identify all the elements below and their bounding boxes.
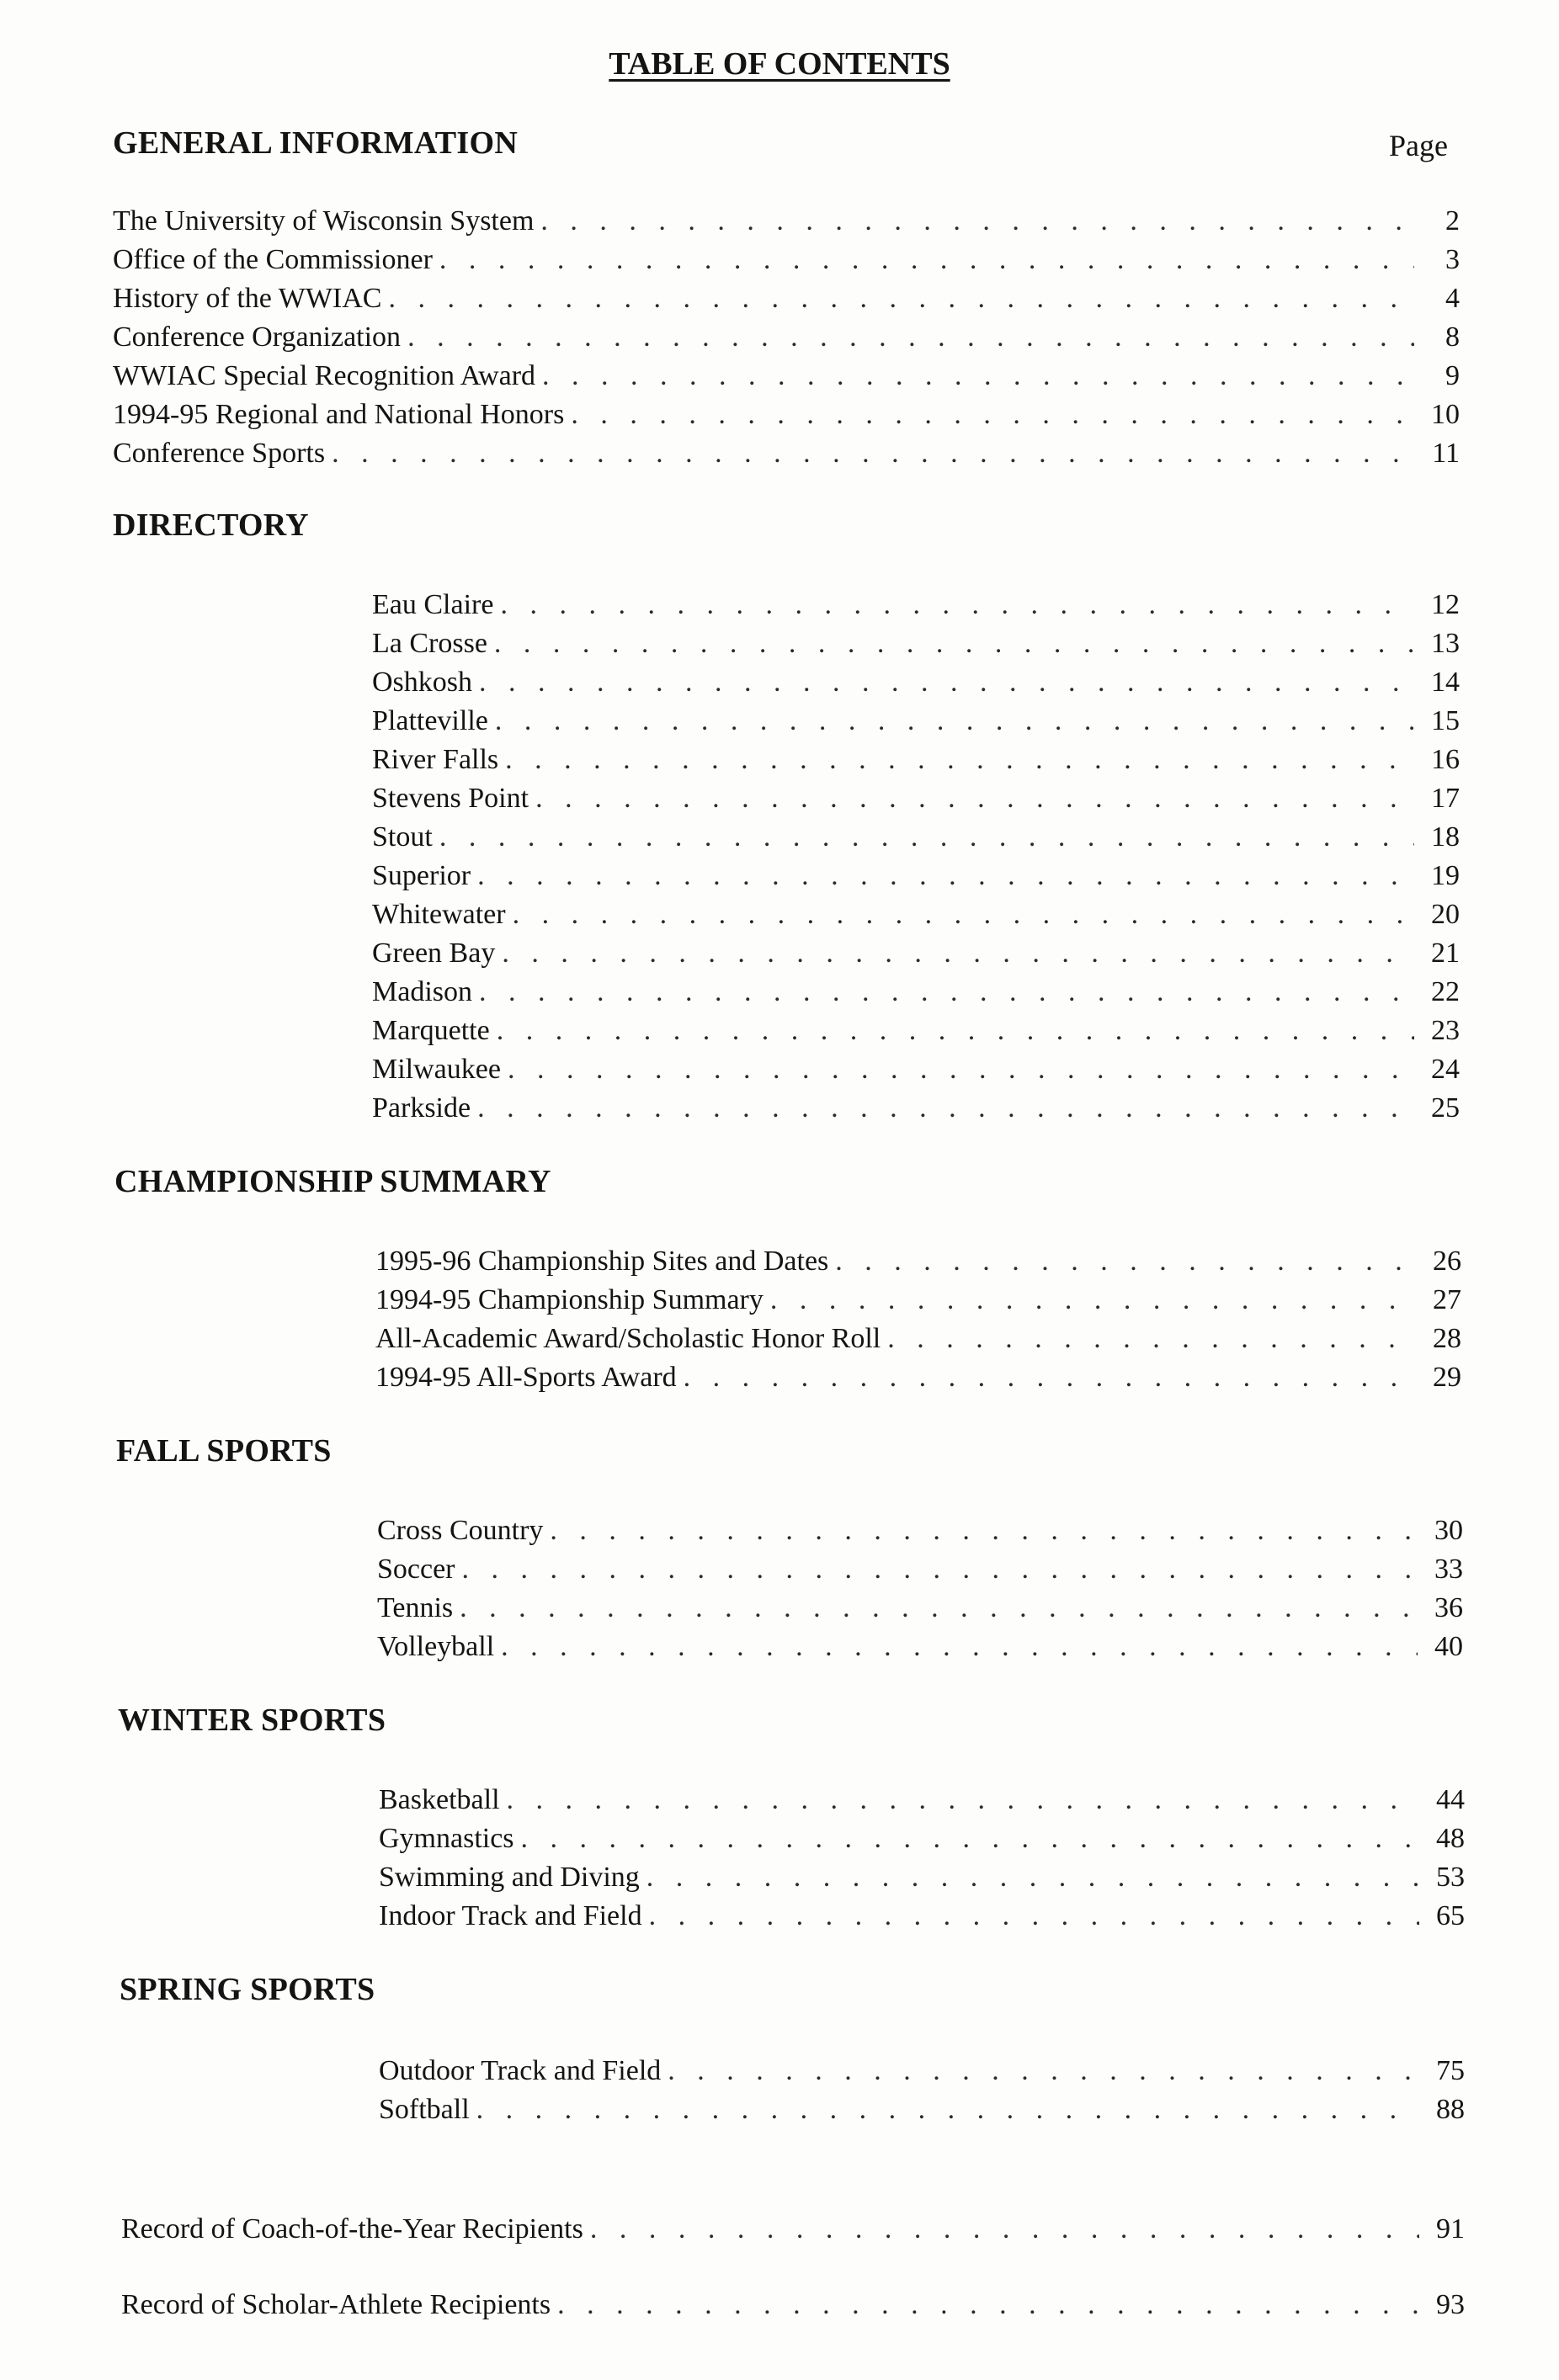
dot-leader — [649, 1897, 1419, 1936]
toc-entry — [372, 586, 1460, 624]
toc-entry-page: 75 — [1436, 2055, 1465, 2086]
toc-entry-page: 14 — [1431, 667, 1460, 698]
toc-entry-label: Swimming and Diving — [379, 1862, 640, 1893]
dot-leader — [770, 1281, 1416, 1320]
toc-entry — [377, 1589, 1463, 1628]
toc-entry-page: 10 — [1431, 399, 1460, 430]
toc-entry — [375, 1320, 1461, 1358]
section-heading-championship-summary: CHAMPIONSHIP SUMMARY — [114, 1164, 551, 1199]
toc-entry — [379, 1820, 1465, 1858]
toc-entry — [379, 1858, 1465, 1897]
toc-entry-label: Tennis — [377, 1592, 454, 1623]
toc-entry-page: 28 — [1433, 1323, 1461, 1354]
dot-leader — [505, 741, 1414, 779]
toc-entry-label: The University of Wisconsin System — [113, 205, 535, 236]
toc-entry-label: Eau Claire — [372, 589, 494, 620]
dot-leader — [479, 663, 1414, 702]
toc-entry — [372, 857, 1460, 895]
toc-entry — [113, 434, 1460, 473]
dot-leader — [835, 1242, 1416, 1281]
toc-entry — [372, 934, 1460, 973]
dot-leader — [668, 2052, 1419, 2090]
toc-entry-page: 9 — [1445, 360, 1460, 391]
toc-entry — [113, 241, 1460, 279]
dot-leader — [542, 357, 1414, 396]
dot-leader — [557, 2286, 1419, 2324]
toc-entry-label: Platteville — [372, 705, 488, 736]
toc-entry-label: Cross Country — [377, 1515, 544, 1546]
dot-leader — [684, 1358, 1416, 1397]
toc-entry-label: Gymnastics — [379, 1823, 514, 1854]
toc-entry — [113, 357, 1460, 396]
toc-entry-page: 19 — [1431, 860, 1460, 891]
toc-entry-label: Green Bay — [372, 938, 496, 969]
toc-entry — [375, 1358, 1461, 1397]
toc-entry — [377, 1550, 1463, 1589]
dot-leader — [500, 586, 1414, 624]
dot-leader — [497, 1012, 1414, 1050]
dot-leader — [502, 934, 1414, 973]
toc-entry — [372, 973, 1460, 1012]
toc-entry-label: History of the WWIAC — [113, 283, 382, 314]
dot-leader — [439, 818, 1414, 857]
toc-entry-page: 4 — [1445, 283, 1460, 314]
toc-entry — [377, 1511, 1463, 1550]
toc-entry-label: Volleyball — [377, 1631, 495, 1662]
toc-entry-page: 15 — [1431, 705, 1460, 736]
toc-entry — [379, 2090, 1465, 2129]
toc-entry-label: All-Academic Award/Scholastic Honor Roll — [375, 1323, 881, 1354]
toc-entry-label: 1994-95 All-Sports Award — [375, 1362, 677, 1393]
toc-entry-label: Parkside — [372, 1092, 471, 1124]
dot-leader — [535, 779, 1414, 818]
dot-leader — [479, 973, 1414, 1012]
toc-entry-label: Conference Sports — [113, 438, 326, 469]
toc-entry — [372, 741, 1460, 779]
toc-entry-label: Stevens Point — [372, 783, 529, 814]
toc-entry-page: 93 — [1436, 2289, 1465, 2320]
toc-entry — [372, 818, 1460, 857]
dot-leader — [495, 702, 1414, 741]
toc-entry-page: 27 — [1433, 1284, 1461, 1315]
toc-entry-label: Oshkosh — [372, 667, 473, 698]
dot-leader — [571, 396, 1414, 434]
toc-entry-label: Marquette — [372, 1015, 490, 1046]
toc-entry-page: 44 — [1436, 1784, 1465, 1815]
dot-leader — [507, 1781, 1419, 1820]
dot-leader — [477, 857, 1414, 895]
toc-entry-page: 29 — [1433, 1362, 1461, 1393]
page-column-label: Page — [1389, 129, 1448, 162]
toc-entry-label: 1995-96 Championship Sites and Dates — [375, 1246, 829, 1277]
dot-leader — [494, 624, 1414, 663]
toc-entry — [375, 1281, 1461, 1320]
toc-entry — [372, 702, 1460, 741]
dot-leader — [887, 1320, 1416, 1358]
toc-entry-page: 33 — [1434, 1554, 1463, 1585]
toc-entry — [113, 279, 1460, 318]
toc-entry-label: Record of Coach-of-the-Year Recipients — [121, 2213, 583, 2245]
toc-entry-page: 53 — [1436, 1862, 1465, 1893]
toc-entry-page: 3 — [1445, 244, 1460, 275]
toc-entry-label: Basketball — [379, 1784, 500, 1815]
toc-entry-label: Milwaukee — [372, 1054, 501, 1085]
dot-leader — [550, 1511, 1418, 1550]
toc-entry-page: 18 — [1431, 821, 1460, 853]
dot-leader — [332, 434, 1414, 473]
dot-leader — [501, 1628, 1418, 1666]
toc-entry-page: 25 — [1431, 1092, 1460, 1124]
toc-entry-label: Record of Scholar-Athlete Recipients — [121, 2289, 551, 2320]
toc-entry-page: 11 — [1432, 438, 1460, 469]
toc-entry-label: 1994-95 Championship Summary — [375, 1284, 764, 1315]
toc-entry — [372, 663, 1460, 702]
toc-entry-label: Conference Organization — [113, 321, 402, 353]
toc-entry-page: 2 — [1445, 205, 1460, 236]
section-heading-directory: DIRECTORY — [113, 507, 309, 543]
toc-entry-page: 30 — [1434, 1515, 1463, 1546]
page-title: TABLE OF CONTENTS — [609, 46, 950, 82]
toc-entry-page: 21 — [1431, 938, 1460, 969]
toc-entry — [121, 2210, 1465, 2249]
toc-entry — [375, 1242, 1461, 1281]
toc-entry-page: 48 — [1436, 1823, 1465, 1854]
toc-entry — [113, 318, 1460, 357]
dot-leader — [590, 2210, 1419, 2249]
toc-entry — [113, 202, 1460, 241]
toc-entry-page: 88 — [1436, 2094, 1465, 2125]
toc-entry-label: River Falls — [372, 744, 499, 775]
toc-entry-label: WWIAC Special Recognition Award — [113, 360, 536, 391]
dot-leader — [388, 279, 1414, 318]
toc-entry-page: 13 — [1431, 628, 1460, 659]
dot-leader — [477, 1089, 1414, 1128]
toc-entry — [379, 1897, 1465, 1936]
toc-entry — [121, 2286, 1465, 2324]
dot-leader — [460, 1589, 1418, 1628]
toc-entry-label: Whitewater — [372, 899, 506, 930]
toc-entry-label: Madison — [372, 976, 472, 1007]
toc-entry-label: Soccer — [377, 1554, 455, 1585]
dot-leader — [513, 895, 1414, 934]
dot-leader — [476, 2090, 1419, 2129]
toc-entry — [372, 779, 1460, 818]
toc-entry-page: 12 — [1431, 589, 1460, 620]
dot-leader — [521, 1820, 1419, 1858]
toc-entry — [379, 2052, 1465, 2090]
dot-leader — [462, 1550, 1418, 1589]
toc-entry-page: 17 — [1431, 783, 1460, 814]
toc-entry-label: Superior — [372, 860, 471, 891]
toc-entry-page: 23 — [1431, 1015, 1460, 1046]
toc-entry-page: 65 — [1436, 1900, 1465, 1931]
toc-entry — [372, 624, 1460, 663]
toc-entry — [372, 1050, 1460, 1089]
toc-entry-label: Outdoor Track and Field — [379, 2055, 662, 2086]
dot-leader — [439, 241, 1414, 279]
dot-leader — [646, 1858, 1419, 1897]
toc-entry-label: La Crosse — [372, 628, 487, 659]
toc-entry-page: 22 — [1431, 976, 1460, 1007]
toc-entry-page: 20 — [1431, 899, 1460, 930]
section-heading-fall-sports: FALL SPORTS — [116, 1433, 332, 1469]
toc-entry-label: Office of the Commissioner — [113, 244, 433, 275]
toc-entry-label: Indoor Track and Field — [379, 1900, 642, 1931]
toc-entry-page: 24 — [1431, 1054, 1460, 1085]
toc-entry — [379, 1781, 1465, 1820]
toc-entry-page: 91 — [1436, 2213, 1465, 2245]
toc-entry — [372, 895, 1460, 934]
toc-entry — [372, 1089, 1460, 1128]
toc-entry-page: 26 — [1433, 1246, 1461, 1277]
dot-leader — [508, 1050, 1414, 1089]
section-heading-winter-sports: WINTER SPORTS — [118, 1703, 386, 1738]
toc-entry — [377, 1628, 1463, 1666]
toc-entry-page: 40 — [1434, 1631, 1463, 1662]
section-heading-spring-sports: SPRING SPORTS — [120, 1972, 375, 2007]
toc-entry — [113, 396, 1460, 434]
toc-entry-label: Softball — [379, 2094, 470, 2125]
toc-entry-label: 1994-95 Regional and National Honors — [113, 399, 565, 430]
toc-entry-page: 8 — [1445, 321, 1460, 353]
toc-entry-label: Stout — [372, 821, 433, 853]
dot-leader — [407, 318, 1414, 357]
toc-entry-page: 16 — [1431, 744, 1460, 775]
toc-entry — [372, 1012, 1460, 1050]
section-heading-general-information: GENERAL INFORMATION — [113, 125, 519, 161]
dot-leader — [540, 202, 1414, 241]
toc-entry-page: 36 — [1434, 1592, 1463, 1623]
